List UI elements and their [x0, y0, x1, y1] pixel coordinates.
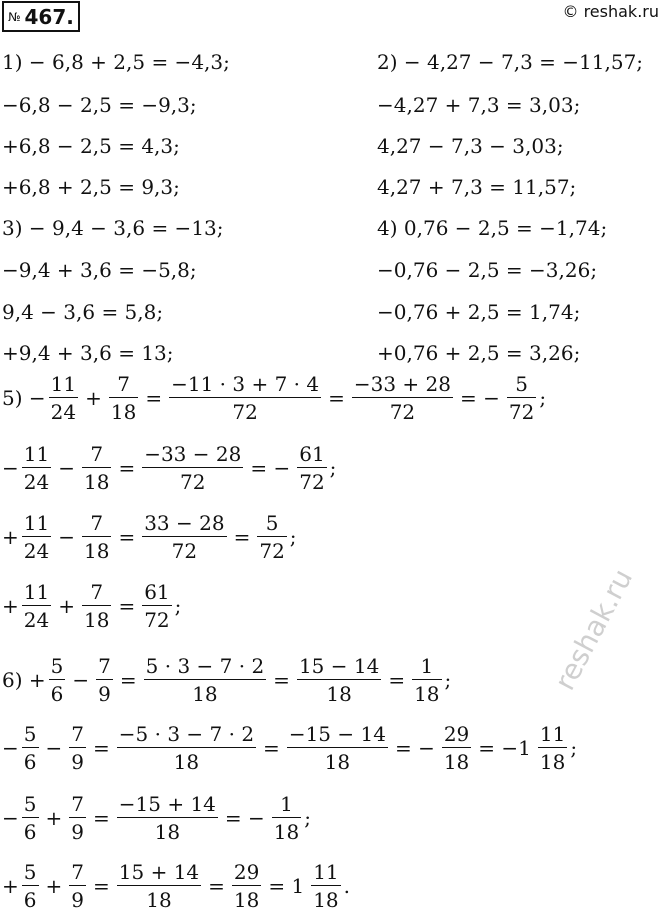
part5-row-4 — [2, 582, 181, 630]
part6-row-3 — [2, 794, 311, 842]
operator: − — [72, 668, 90, 692]
fraction — [169, 374, 321, 422]
part4-line-2: −0,76 − 2,5 = −3,26; — [377, 258, 598, 282]
fraction — [412, 656, 441, 704]
part2-line-2: −4,27 + 7,3 = 3,03; — [377, 93, 581, 117]
equals: = — [119, 668, 137, 692]
fraction — [272, 794, 301, 842]
fraction — [442, 724, 471, 772]
denominator: 72 — [299, 470, 325, 494]
number-sign: № — [8, 9, 21, 24]
numerator: 7 — [71, 860, 84, 884]
equals: = — [118, 594, 136, 618]
numerator: −33 − 28 — [144, 442, 242, 466]
numerator: −11 · 3 + 7 · 4 — [171, 372, 320, 396]
part5-row-3 — [2, 513, 297, 561]
denominator: 18 — [313, 888, 339, 912]
denominator: 18 — [192, 682, 218, 706]
part6-row-2 — [2, 724, 577, 772]
lead: 6) + — [2, 668, 46, 692]
fraction — [297, 444, 326, 492]
fraction — [352, 374, 453, 422]
part2-line-1: 2) − 4,27 − 7,3 = −11,57; — [377, 50, 644, 74]
fraction — [69, 862, 86, 910]
fraction — [142, 582, 171, 630]
part4-line-4: +0,76 + 2,5 = 3,26; — [377, 341, 581, 365]
equals: = 1 — [268, 874, 305, 898]
part2-line-4: 4,27 + 7,3 = 11,57; — [377, 175, 577, 199]
lead: − — [2, 736, 19, 760]
equals: = — [273, 668, 290, 692]
equals: = — [233, 525, 251, 549]
numerator: 1 — [272, 794, 301, 818]
numerator: 15 + 14 — [118, 860, 200, 884]
lead: + — [2, 594, 19, 618]
numerator: 7 — [98, 654, 111, 678]
part5-row-1 — [2, 374, 546, 422]
terminator: ; — [570, 736, 578, 760]
numerator: 61 — [144, 580, 170, 604]
terminator: ; — [329, 456, 337, 480]
numerator: −15 − 14 — [288, 722, 386, 746]
denominator: 6 — [23, 820, 37, 844]
equals: = — [118, 525, 136, 549]
fraction — [69, 794, 86, 842]
denominator: 72 — [171, 539, 198, 563]
numerator: −33 + 28 — [353, 372, 451, 396]
fraction — [49, 374, 78, 422]
terminator: ; — [289, 525, 297, 549]
fraction — [117, 862, 201, 910]
denominator: 9 — [71, 750, 84, 774]
fraction — [22, 444, 51, 492]
numerator: 15 − 14 — [298, 654, 380, 678]
equals: = — [93, 736, 110, 760]
fraction — [82, 582, 111, 630]
fraction — [142, 513, 226, 561]
denominator: 6 — [23, 888, 37, 912]
denominator: 18 — [273, 820, 300, 844]
operator: + — [85, 386, 102, 410]
denominator: 9 — [71, 888, 84, 912]
fraction — [82, 513, 111, 561]
equals: = − — [460, 386, 500, 410]
equals: = — [263, 736, 280, 760]
terminator: ; — [304, 806, 311, 830]
fraction — [82, 444, 111, 492]
operator: + — [58, 594, 75, 618]
fraction — [232, 862, 261, 910]
equals: = — [208, 874, 225, 898]
part6-row-1 — [2, 656, 451, 704]
numerator: 7 — [82, 582, 111, 606]
numerator: 11 — [23, 442, 50, 466]
operator: + — [45, 806, 63, 830]
equals: = −1 — [478, 736, 531, 760]
terminator: ; — [444, 668, 452, 692]
denominator: 18 — [233, 888, 260, 912]
operator: − — [45, 736, 63, 760]
fraction — [96, 656, 113, 704]
denominator: 72 — [508, 400, 535, 424]
denominator: 24 — [50, 400, 77, 424]
denominator: 18 — [443, 750, 470, 774]
denominator: 6 — [50, 682, 64, 706]
numerator: 7 — [71, 792, 84, 816]
fraction — [142, 444, 243, 492]
part3-line-2: −9,4 + 3,6 = −5,8; — [2, 258, 197, 282]
numerator: 11 — [23, 511, 50, 535]
denominator: 18 — [83, 539, 110, 563]
terminator: ; — [174, 594, 182, 618]
denominator: 18 — [414, 682, 440, 706]
numerator: 5 — [23, 792, 37, 816]
part1-line-4: +6,8 + 2,5 = 9,3; — [2, 175, 180, 199]
denominator: 24 — [23, 470, 50, 494]
copyright-text: © reshak.ru — [562, 2, 659, 21]
fraction — [22, 794, 39, 842]
equals: = — [145, 386, 163, 410]
equals: = — [118, 456, 136, 480]
numerator: 5 — [257, 513, 286, 537]
numerator: 29 — [233, 860, 260, 884]
lead: + — [2, 525, 19, 549]
part3-line-3: 9,4 − 3,6 = 5,8; — [2, 300, 164, 324]
operator: + — [45, 874, 63, 898]
fraction — [117, 794, 218, 842]
fraction — [257, 513, 286, 561]
denominator: 9 — [98, 682, 111, 706]
operator: − — [58, 456, 75, 480]
lead: 5) − — [2, 386, 46, 410]
numerator: 11 — [23, 580, 50, 604]
denominator: 72 — [180, 470, 206, 494]
numerator: 7 — [82, 513, 111, 537]
part2-line-3: 4,27 − 7,3 − 3,03; — [377, 134, 564, 158]
denominator: 9 — [71, 820, 84, 844]
equals: = − — [224, 806, 265, 830]
lead: − — [2, 456, 19, 480]
part1-line-3: +6,8 − 2,5 = 4,3; — [2, 134, 180, 158]
denominator: 18 — [110, 400, 137, 424]
fraction — [287, 724, 388, 772]
denominator: 72 — [232, 400, 258, 424]
numerator: 7 — [109, 374, 138, 398]
equals: = — [93, 806, 110, 830]
numerator: 29 — [443, 722, 470, 746]
denominator: 18 — [173, 750, 200, 774]
denominator: 72 — [259, 539, 285, 563]
fraction — [117, 724, 256, 772]
denominator: 24 — [23, 608, 50, 632]
numerator: 5 — [507, 374, 536, 398]
fraction — [22, 862, 39, 910]
denominator: 72 — [389, 400, 416, 424]
part5-row-2 — [2, 444, 336, 492]
numerator: 5 — [23, 860, 37, 884]
part6-row-4 — [2, 862, 350, 910]
fraction — [22, 513, 51, 561]
fraction — [22, 724, 39, 772]
equals: = — [93, 874, 110, 898]
numerator: −15 + 14 — [118, 792, 216, 816]
lead: + — [2, 874, 19, 898]
denominator: 18 — [154, 820, 181, 844]
numerator: 11 — [313, 860, 339, 884]
equals: = — [328, 386, 345, 410]
fraction — [144, 656, 267, 704]
terminator: ; — [539, 386, 547, 410]
fraction — [538, 724, 567, 772]
terminator: . — [343, 874, 351, 898]
denominator: 18 — [83, 608, 110, 632]
numerator: −5 · 3 − 7 · 2 — [118, 722, 255, 746]
fraction — [49, 656, 66, 704]
numerator: 61 — [299, 442, 325, 466]
part4-line-3: −0,76 + 2,5 = 1,74; — [377, 300, 581, 324]
denominator: 18 — [326, 682, 352, 706]
fraction — [69, 724, 86, 772]
equals: = − — [394, 736, 435, 760]
part1-line-2: −6,8 − 2,5 = −9,3; — [2, 93, 197, 117]
numerator: 11 — [539, 722, 566, 746]
denominator: 18 — [324, 750, 351, 774]
problem-number: 467. — [24, 4, 74, 29]
equals: = — [388, 668, 406, 692]
fraction — [109, 374, 138, 422]
fraction — [22, 582, 51, 630]
part3-line-1: 3) − 9,4 − 3,6 = −13; — [2, 216, 224, 240]
numerator: 33 − 28 — [144, 511, 225, 535]
part4-line-1: 4) 0,76 − 2,5 = −1,74; — [377, 216, 608, 240]
fraction — [311, 862, 340, 910]
problem-number-box — [2, 1, 80, 32]
numerator: 1 — [412, 656, 441, 680]
denominator: 6 — [23, 750, 37, 774]
equals: = − — [250, 456, 291, 480]
watermark: reshak.ru — [548, 563, 640, 696]
fraction — [297, 656, 381, 704]
denominator: 72 — [144, 608, 170, 632]
numerator: 5 — [50, 654, 64, 678]
denominator: 18 — [83, 470, 110, 494]
operator: − — [58, 525, 75, 549]
part3-line-4: +9,4 + 3,6 = 13; — [2, 341, 174, 365]
numerator: 7 — [71, 722, 84, 746]
numerator: 5 · 3 − 7 · 2 — [145, 654, 265, 678]
numerator: 11 — [50, 372, 77, 396]
denominator: 24 — [23, 539, 50, 563]
denominator: 18 — [146, 888, 172, 912]
numerator: 7 — [82, 444, 111, 468]
lead: − — [2, 806, 19, 830]
denominator: 18 — [539, 750, 566, 774]
numerator: 5 — [23, 722, 37, 746]
fraction — [507, 374, 536, 422]
part1-line-1: 1) − 6,8 + 2,5 = −4,3; — [2, 50, 230, 74]
